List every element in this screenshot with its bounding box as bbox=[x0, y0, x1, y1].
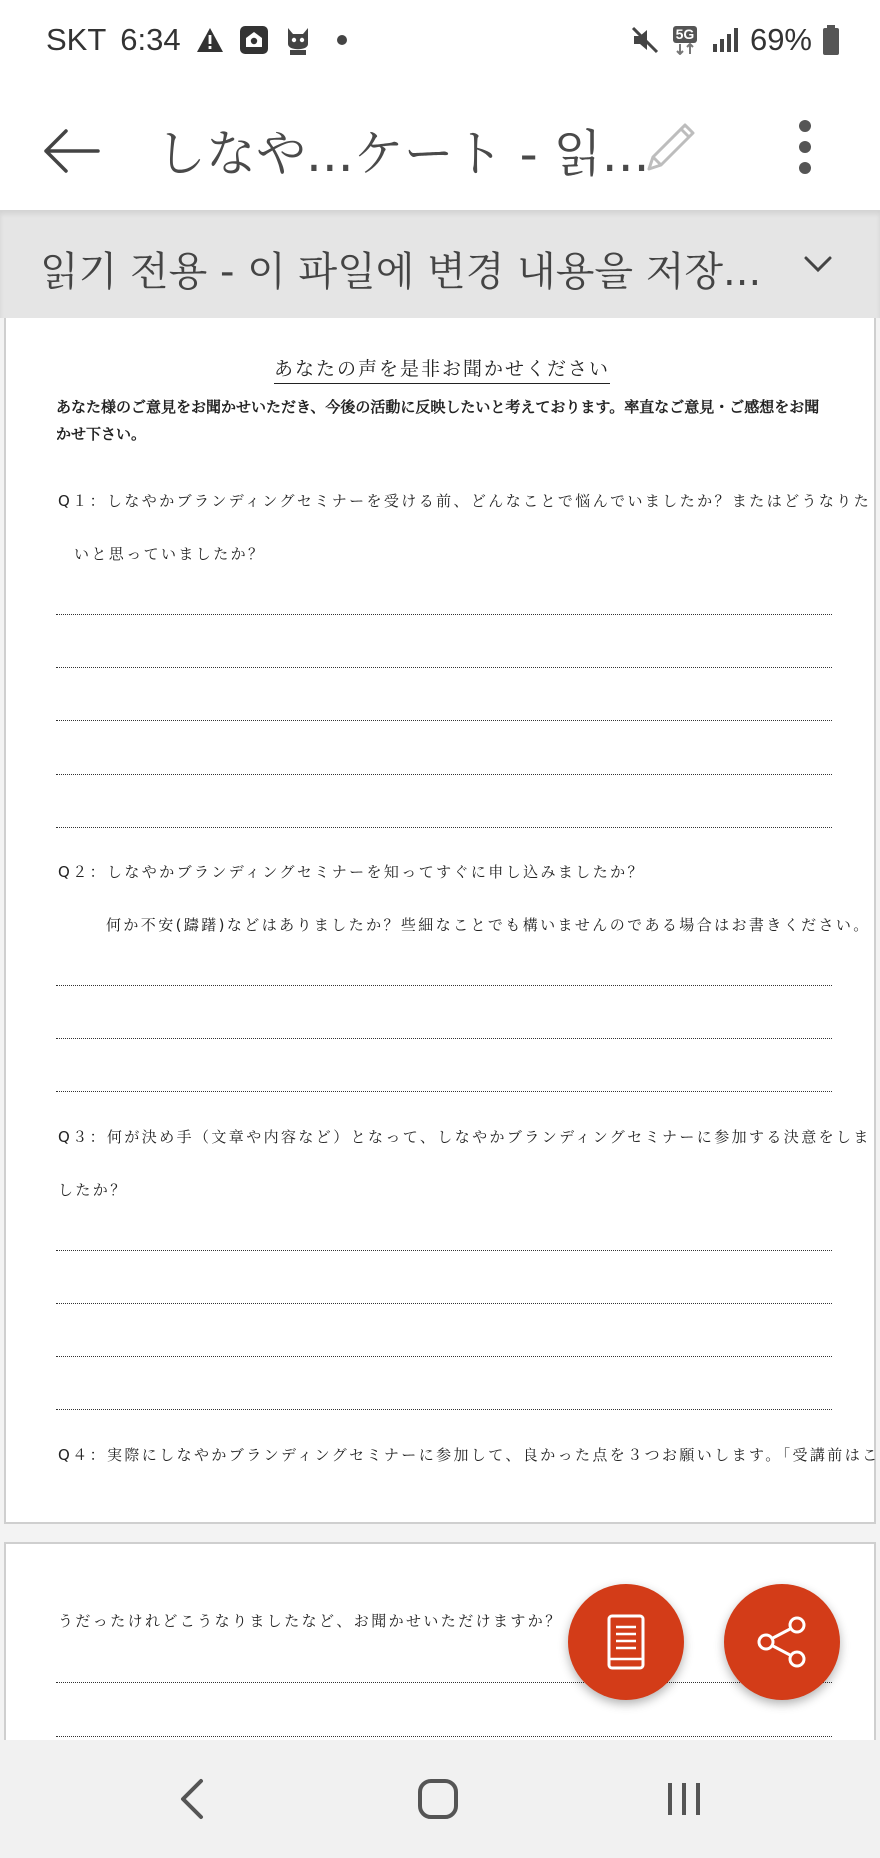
answer-line bbox=[56, 720, 832, 721]
back-arrow-icon bbox=[42, 127, 100, 175]
question-1-line-2: いと思っていましたか？ bbox=[74, 545, 266, 563]
dot-icon bbox=[327, 23, 357, 57]
battery-percent: 69% bbox=[749, 22, 812, 57]
answer-line bbox=[56, 1682, 832, 1683]
question-3-line-2: したか？ bbox=[58, 1181, 128, 1199]
5g-icon: 5G bbox=[670, 23, 700, 57]
answer-line bbox=[56, 614, 832, 615]
question-4-line-2: うだったけれどこうなりましたなど、お聞かせいただけますか？ bbox=[58, 1612, 563, 1630]
document-page-1 bbox=[4, 318, 880, 1524]
clock: 6:34 bbox=[120, 22, 181, 57]
pencil-icon bbox=[641, 117, 701, 177]
question-3-line-1: Q３：何が決め手（文章や内容など）となって、しなやかブランディングセミナーに参加する決意をしま bbox=[58, 1128, 871, 1146]
cat-icon bbox=[283, 23, 313, 57]
document-title: しなや...ケート - 읽... bbox=[156, 125, 650, 183]
more-options-button[interactable] bbox=[780, 112, 830, 182]
app-bar bbox=[0, 90, 880, 210]
chevron-down-icon[interactable] bbox=[796, 242, 840, 286]
survey-title: あなたの声を是非お聞かせください bbox=[6, 354, 878, 381]
answer-line bbox=[56, 667, 832, 668]
status-bar bbox=[0, 0, 880, 90]
carrier-label: SKT bbox=[46, 22, 107, 57]
survey-intro: あなた様のご意見をお聞かせいただき、今後の活動に反映したいと考えております。率直なご意見・ご感想をお聞かせ下さい。 bbox=[56, 398, 820, 443]
share-button[interactable] bbox=[724, 1584, 840, 1700]
more-vert-icon bbox=[799, 120, 811, 132]
answer-line bbox=[56, 1250, 832, 1251]
answer-line bbox=[56, 1736, 832, 1737]
warning-icon bbox=[195, 23, 225, 57]
nav-home-icon bbox=[416, 1777, 460, 1821]
reading-mode-icon bbox=[606, 1613, 646, 1671]
share-icon bbox=[754, 1614, 810, 1670]
question-1-line-1: Q１：しなやかブランディングセミナーを受ける前、どんなことで悩んでいましたか？またはどうなりた bbox=[58, 492, 872, 510]
question-2-line-1: Q２：しなやかブランディングセミナーを知ってすぐに申し込みましたか？ bbox=[58, 863, 645, 881]
answer-line bbox=[56, 1038, 832, 1039]
answer-line bbox=[56, 1356, 832, 1357]
question-2-line-2: 何か不安(躊躇)などはありましたか？些細なことでも構いませんのである場合はお書きください。 bbox=[106, 916, 871, 934]
nav-back-button[interactable] bbox=[152, 1764, 232, 1834]
answer-line bbox=[56, 1303, 832, 1304]
nav-recents-button[interactable] bbox=[644, 1764, 724, 1834]
battery-icon bbox=[822, 23, 840, 57]
nav-home-button[interactable] bbox=[398, 1764, 478, 1834]
edit-button[interactable] bbox=[636, 112, 706, 182]
question-4-line-1: Q４：実際にしなやかブランディングセミナーに参加して、良かった点を３つお願いします。「受講前はこ bbox=[58, 1446, 880, 1464]
signal-icon bbox=[710, 23, 740, 57]
home-camera-icon bbox=[239, 23, 269, 57]
readonly-banner[interactable] bbox=[0, 210, 880, 318]
back-button[interactable] bbox=[36, 116, 106, 186]
answer-line bbox=[56, 1409, 832, 1410]
answer-line bbox=[56, 1091, 832, 1092]
mute-icon bbox=[630, 23, 660, 57]
answer-line bbox=[56, 827, 832, 828]
answer-line bbox=[56, 985, 832, 986]
reading-mode-button[interactable] bbox=[568, 1584, 684, 1700]
answer-line bbox=[56, 774, 832, 775]
system-nav-bar bbox=[0, 1740, 880, 1858]
nav-recents-icon bbox=[662, 1779, 706, 1819]
nav-back-icon bbox=[177, 1777, 207, 1821]
readonly-banner-text: 읽기 전용 - 이 파일에 변경 내용을 저장... bbox=[40, 249, 762, 295]
